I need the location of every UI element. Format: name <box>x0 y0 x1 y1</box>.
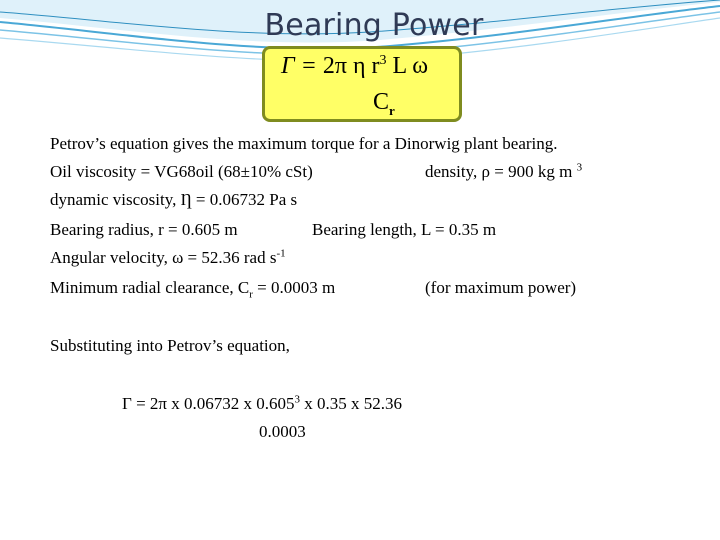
formula-box <box>262 46 462 122</box>
clearance-text: Minimum radial clearance, $C_r = 0.0003$ m <box>50 278 336 301</box>
intro-text: Petrov’s equation gives the maximum torque for a Dinorwig plant bearing. <box>50 134 558 153</box>
substituting-text: Substituting into Petrov’s equation, <box>50 336 290 355</box>
dynamic-viscosity-text: dynamic viscosity, Ƞ = 0.06732 Pa s <box>50 190 298 209</box>
slide-title: Bearing Power <box>264 8 484 43</box>
bearing-radius-text: Bearing radius, r = 0.605 m <box>50 220 238 239</box>
clearance-note: (for maximum power) <box>425 278 577 297</box>
calculation-numerator: Γ = 2π x 0.06732 x 0.605$^3$ x 0.35 x 52.36 <box>122 393 402 413</box>
density-text: density, ρ = 900 kg m $^3$ <box>425 161 583 181</box>
bearing-length-text: Bearing length, L = 0.35 m <box>312 220 497 239</box>
formula-numerator: Γ = 2π η $r^3$ L ω <box>281 53 429 79</box>
calculation-denominator: 0.0003 <box>259 422 306 441</box>
angular-velocity-text: Angular velocity, ω = 52.36 rad $s^{-1}$ <box>50 247 286 267</box>
viscosity-text: Oil viscosity = VG68oil (68±10% cSt) <box>50 162 313 181</box>
formula-denominator: $C_r$ <box>373 89 395 118</box>
